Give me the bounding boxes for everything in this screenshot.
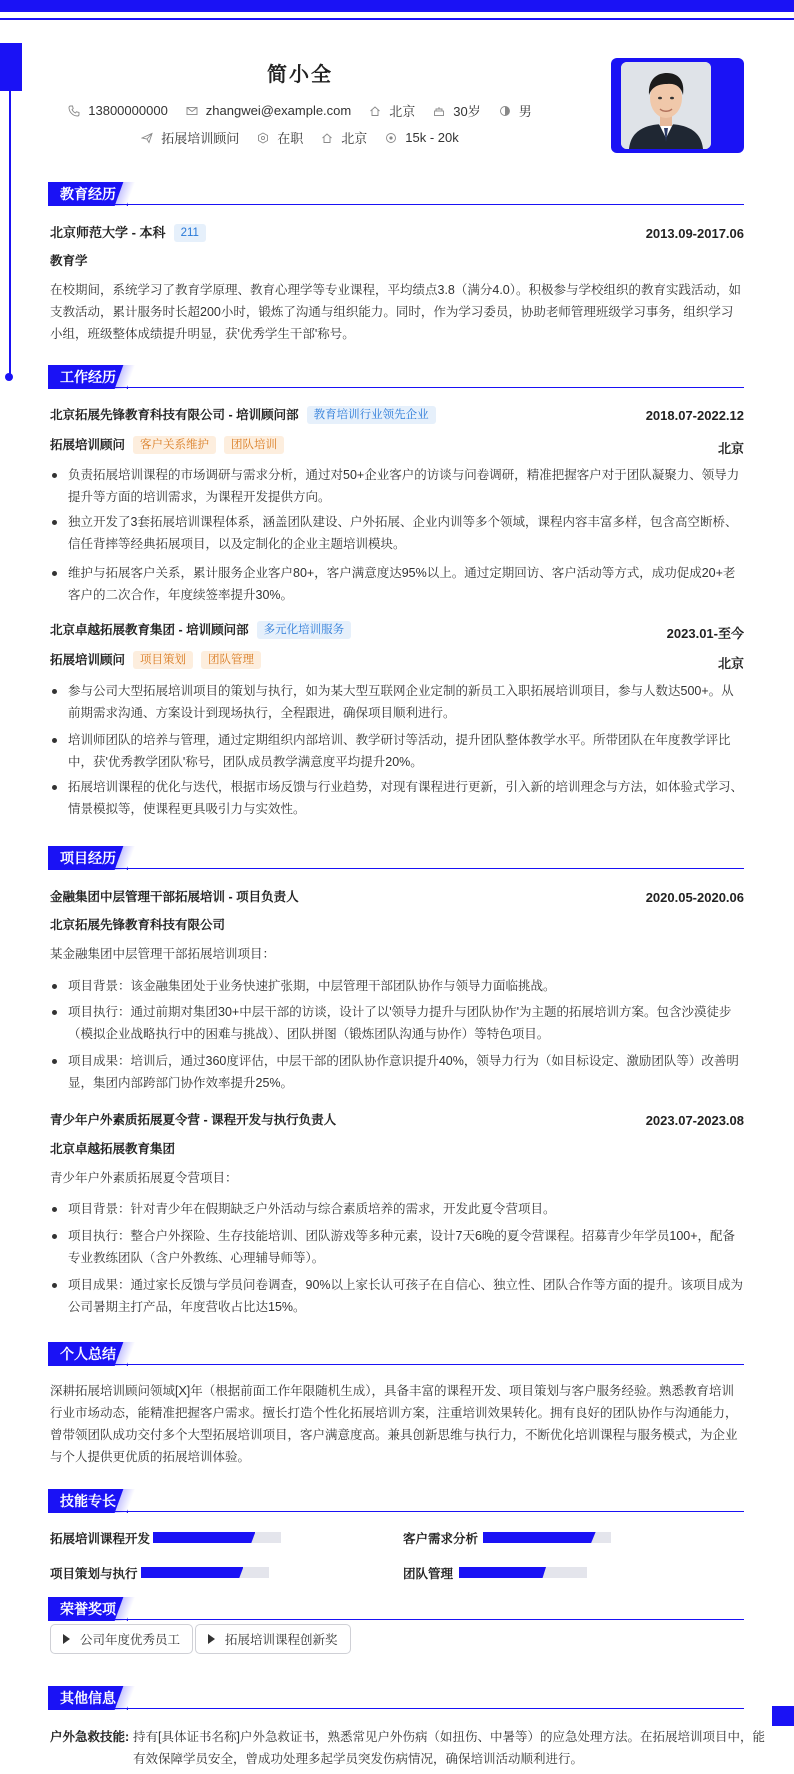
project-2-bullet-3: [50, 1274, 744, 1318]
bullet-text: 拓展培训课程的优化与迭代，根据市场反馈与行业趋势，对现有课程进行更新，引入新的培训理念与方法，如体验式学习、情景模拟等，使课程更具吸引力与实效性。: [68, 780, 744, 816]
education-major: 教育学: [50, 254, 88, 268]
education-school: [50, 222, 206, 244]
play-icon: [208, 1634, 215, 1644]
school-tag: 211: [174, 224, 206, 242]
skill-name: 拓展培训课程开发: [50, 1532, 151, 1546]
skill-bar-fill: [153, 1532, 255, 1543]
award-text: 公司年度优秀员工: [80, 1633, 181, 1647]
project-1-bullet-1: [50, 975, 744, 997]
section-rule: [48, 1708, 744, 1709]
section-other: [48, 1686, 744, 1710]
award-chip: [50, 1624, 193, 1654]
target-city-text: 北京: [341, 131, 368, 146]
top-accent-bar: [0, 0, 794, 12]
send-icon: [141, 132, 153, 144]
project-2-org: 北京卓越拓展教育集团: [50, 1142, 176, 1156]
age-text: 30岁: [453, 104, 481, 119]
bullet-dot: [52, 1010, 57, 1015]
section-skills: [48, 1489, 744, 1513]
project-2-date: 2023.07-2023.08: [645, 1113, 744, 1128]
mail-icon: [186, 105, 198, 117]
status-text: 在职: [277, 131, 304, 146]
school-name: 北京师范大学 - 本科: [50, 225, 166, 240]
work-2-bullet-2: [50, 729, 744, 773]
other-label: 户外急救技能:: [50, 1730, 130, 1744]
section-title-summary: 个人总结: [48, 1342, 128, 1366]
position-item: [141, 128, 239, 147]
work-1-location: 北京: [717, 441, 744, 456]
project-1-bullet-3: [50, 1050, 744, 1094]
work-role: 拓展培训顾问: [50, 438, 126, 452]
avatar-portrait: [621, 62, 711, 149]
other-text-line-2: 有效保障学员安全，曾成功处理多起学员突发伤病情况，确保培训活动顺利进行。: [133, 1752, 584, 1766]
bullet-dot: [52, 520, 57, 525]
project-2-bullet-1: [50, 1198, 744, 1220]
bullet-text: 培训师团队的培养与管理，通过定期组织内部培训、教学研讨等活动，提升团队整体教学水平。所带团队在年度教学评比中，获'优秀教学团队'称号，团队成员教学满意度平均提升20%。: [68, 733, 731, 769]
work-skill-tag: 团队管理: [201, 651, 261, 669]
skill-name: 团队管理: [403, 1567, 454, 1581]
education-date: 2013.09-2017.06: [645, 226, 744, 241]
work-1-bullet-1: [50, 464, 744, 508]
section-rule: [48, 1619, 744, 1620]
skill-bar-fill: [483, 1532, 596, 1543]
contact-row: [0, 101, 600, 120]
play-icon: [63, 1634, 70, 1644]
bullet-dot: [52, 571, 57, 576]
location-icon: [369, 105, 381, 117]
bullet-text: 项目执行：通过前期对集团30+中层干部的访谈，设计了以'领导力提升与团队协作'为主题的拓展培训方案。包含沙漠徒步（模拟企业战略执行中的困难与挑战）、团队拼图（锻炼团队沟通与协作）等特色项目。: [68, 1005, 732, 1041]
salary-icon: [385, 132, 397, 144]
section-rule: [48, 1511, 744, 1512]
work-company-name: 北京卓越拓展教育集团 - 培训顾问部: [50, 623, 249, 637]
city-item: [369, 101, 415, 120]
section-project: [48, 846, 744, 870]
award-chip: [195, 1624, 351, 1654]
bullet-dot: [52, 785, 57, 790]
bullet-dot: [52, 738, 57, 743]
skill-bar: [483, 1532, 611, 1543]
bullet-text: 项目背景：针对青少年在假期缺乏户外活动与综合素质培养的需求，开发此夏令营项目。: [68, 1202, 556, 1216]
gender-text: 男: [518, 104, 532, 119]
bullet-dot: [52, 984, 57, 989]
work-2-role: [50, 649, 261, 671]
work-2-date: 2023.01-至今: [666, 626, 744, 641]
candidate-name: 简小全: [267, 64, 333, 86]
section-title-skills: 技能专长: [48, 1489, 128, 1513]
top-accent-line: [0, 18, 794, 20]
target-city-item: [321, 128, 367, 147]
phone-icon: [68, 105, 80, 117]
status-icon: [257, 132, 269, 144]
work-company-tag: 教育培训行业领先企业: [307, 406, 436, 424]
skill-bar: [153, 1532, 281, 1543]
section-work: [48, 365, 744, 389]
bullet-text: 维护与拓展客户关系，累计服务企业客户80+，客户满意度达95%以上。通过定期回访、客户活动等方式，成功促成20+老客户的二次合作，年度续签率提升30%。: [68, 566, 736, 602]
work-2-company: [50, 619, 351, 641]
project-1-intro: 某金融集团中层管理干部拓展培训项目：: [50, 947, 276, 961]
position-text: 拓展培训顾问: [161, 131, 240, 146]
work-1-role: [50, 434, 284, 456]
section-education: [48, 182, 744, 206]
email-text: zhangwei@example.com: [205, 103, 352, 118]
work-1-company: [50, 404, 436, 426]
pin-icon: [321, 132, 333, 144]
project-1-date: 2020.05-2020.06: [645, 890, 744, 905]
salary-item: [385, 130, 458, 145]
section-summary: [48, 1342, 744, 1366]
skill-bar-fill: [459, 1567, 546, 1578]
skill-name: 客户需求分析: [403, 1532, 479, 1546]
work-1-bullet-2: [50, 511, 744, 555]
age-icon: [433, 105, 445, 117]
bullet-dot: [52, 689, 57, 694]
email-item: [186, 103, 351, 118]
section-rule: [48, 204, 744, 205]
skill-bar: [141, 1567, 269, 1578]
left-accent-dot: [5, 373, 13, 381]
bullet-dot: [52, 1207, 57, 1212]
bullet-text: 参与公司大型拓展培训项目的策划与执行，如为某大型互联网企业定制的新员工入职拓展培训项目，参与人数达500+。从前期需求沟通、方案设计到现场执行，全程跟进，确保项目顺利进行。: [68, 684, 734, 720]
work-company-tag: 多元化培训服务: [257, 621, 352, 639]
work-1-bullet-3: [50, 562, 744, 606]
section-rule: [48, 1364, 744, 1365]
project-2-intro: 青少年户外素质拓展夏令营项目：: [50, 1171, 238, 1185]
gender-item: [499, 101, 532, 120]
avatar: [621, 62, 711, 149]
project-1-title: 金融集团中层管理干部拓展培训 - 项目负责人: [50, 890, 299, 904]
bullet-dot: [52, 1234, 57, 1239]
section-title-other: 其他信息: [48, 1686, 128, 1710]
job-intent-row: [0, 128, 600, 147]
gender-icon: [499, 105, 511, 117]
section-title-education: 教育经历: [48, 182, 128, 206]
age-item: [433, 101, 480, 120]
work-2-bullet-3: [50, 776, 744, 820]
skill-name: 项目策划与执行: [50, 1567, 138, 1581]
bullet-dot: [52, 1059, 57, 1064]
bullet-text: 项目成果：通过家长反馈与学员问卷调查，90%以上家长认可孩子在自信心、独立性、团队合作等方面的提升。该项目成为公司暑期主打产品，年度营收占比达15%。: [68, 1278, 744, 1314]
section-title-project: 项目经历: [48, 846, 128, 870]
bullet-text: 项目执行：整合户外探险、生存技能培训、团队游戏等多种元素，设计7天6晚的夏令营课程。招募青少年学员100+，配备专业教练团队（含户外教练、心理辅导师等）。: [68, 1229, 736, 1265]
section-title-awards: 荣誉奖项: [48, 1597, 128, 1621]
phone-item: [68, 103, 168, 118]
project-2-bullet-2: [50, 1225, 744, 1269]
bullet-text: 项目成果：培训后，通过360度评估，中层干部的团队协作意识提升40%，领导力行为（如目标设定、激励团队等）改善明显，集团内部跨部门协作效率提升25%。: [68, 1054, 739, 1090]
work-skill-tag: 客户关系维护: [133, 436, 216, 454]
bullet-text: 负责拓展培训课程的市场调研与需求分析，通过对50+企业客户的访谈与问卷调研，精准把握客户对于团队凝聚力、领导力提升等方面的培训需求，为课程开发提供方向。: [68, 468, 740, 504]
project-1-org: 北京拓展先锋教育科技有限公司: [50, 918, 226, 932]
project-2-title: 青少年户外素质拓展夏令营 - 课程开发与执行负责人: [50, 1113, 337, 1127]
right-accent-block: [772, 1706, 794, 1726]
work-role: 拓展培训顾问: [50, 653, 126, 667]
city-text: 北京: [389, 104, 416, 119]
work-skill-tag: 项目策划: [133, 651, 193, 669]
work-1-date: 2018.07-2022.12: [645, 408, 744, 423]
section-rule: [48, 868, 744, 869]
profile-photo-frame: [611, 58, 744, 153]
education-description: 在校期间，系统学习了教育学原理、教育心理学等专业课程，平均绩点3.8（满分4.0）。积极参与学校组织的教育实践活动，如支教活动，累计服务时长超200小时，锻炼了沟通与组织能力。同时，作为学习委员，协助老师管理班级学习事务，组织学习小组，班级整体成绩提升明显，获'优秀学生干部'称号。: [50, 283, 742, 341]
skill-bar: [459, 1567, 587, 1578]
work-2-bullet-1: [50, 680, 744, 724]
skill-bar-fill: [141, 1567, 243, 1578]
section-title-work: 工作经历: [48, 365, 128, 389]
phone-text: 13800000000: [88, 103, 168, 118]
status-item: [257, 128, 303, 147]
work-2-location: 北京: [717, 656, 744, 671]
work-company-name: 北京拓展先锋教育科技有限公司 - 培训顾问部: [50, 408, 299, 422]
other-text-line-1: 持有[具体证书名称]户外急救证书，熟悉常见户外伤病（如扭伤、中暑等）的应急处理方法。在拓展培训项目中，能: [133, 1730, 765, 1744]
award-text: 拓展培训课程创新奖: [225, 1633, 338, 1647]
work-skill-tag: 团队培训: [224, 436, 284, 454]
summary-text: 深耕拓展培训顾问领域[X]年（根据前面工作年限随机生成），具备丰富的课程开发、项目策划与客户服务经验。熟悉教育培训行业市场动态，能精准把握客户需求。擅长打造个性化拓展培训方案，注重培训效果转化。拥有良好的团队协作与沟通能力，曾带领团队成功交付多个大型拓展培训项目，客户满意度高。兼具创新思维与执行力，不断优化培训课程与服务模式，为企业与个人提供更优质的拓展培训体验。: [50, 1384, 738, 1464]
bullet-text: 独立开发了3套拓展培训课程体系，涵盖团队建设、户外拓展、企业内训等多个领域，课程内容丰富多样，包含高空断桥、信任背摔等经典拓展项目，以及定制化的企业主题培训模块。: [68, 515, 738, 551]
bullet-dot: [52, 473, 57, 478]
section-awards: [48, 1597, 744, 1621]
salary-text: 15k - 20k: [405, 130, 459, 145]
section-rule: [48, 387, 744, 388]
bullet-dot: [52, 1283, 57, 1288]
project-1-bullet-2: [50, 1001, 744, 1045]
bullet-text: 项目背景：该金融集团处于业务快速扩张期，中层管理干部团队协作与领导力面临挑战。: [68, 979, 556, 993]
